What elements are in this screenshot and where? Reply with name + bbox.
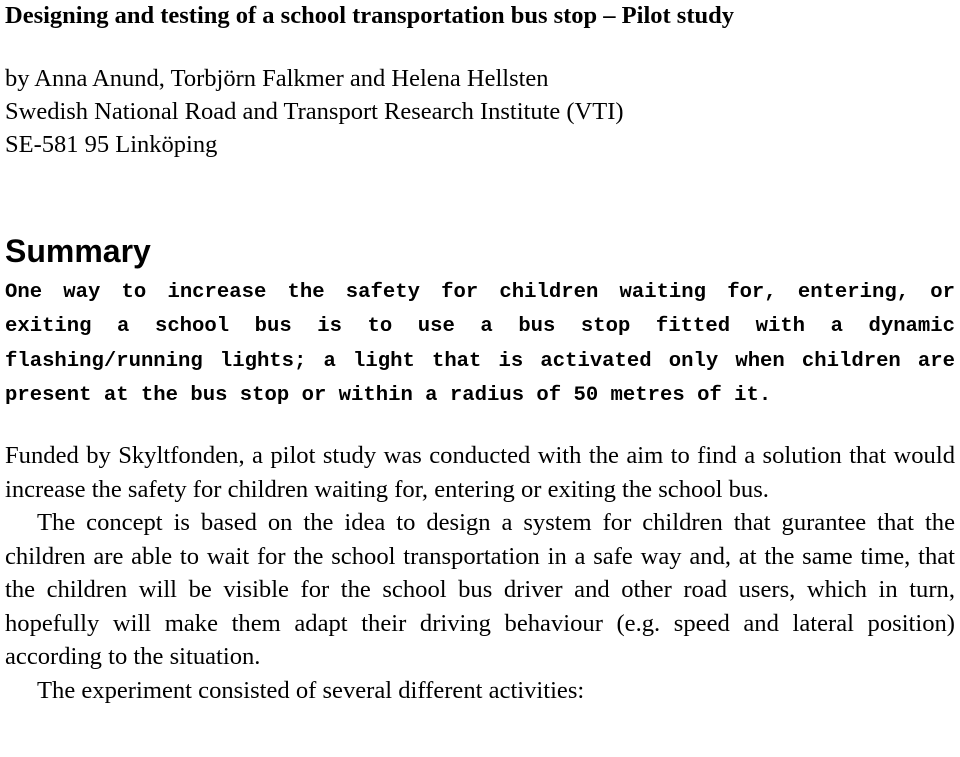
document-page: [5, 0, 955, 707]
abstract-paragraph: One way to increase the safety for children waiting for, entering, or exiting a school bus is to use a bus stop fitted with a dynamic flashing/running lights; a light that is activated only when children are present at the bus stop or within a radius of 50 metres of it.: [5, 281, 955, 407]
address-line: SE-581 95 Linköping: [5, 131, 218, 158]
body-paragraph-funding: Funded by Skyltfonden, a pilot study was conducted with the aim to find a solution that would increase the safety for children waiting for, entering or exiting the school bus.: [5, 442, 955, 503]
institute-line: Swedish National Road and Transport Research Institute (VTI): [5, 98, 624, 125]
body-paragraph-concept: The concept is based on the idea to design a system for children that gurantee that the children are able to wait for the school transportation in a safe way and, at the same time, that the children will be visible for the school bus driver and other road users, which in turn, hopefully will make them adapt their driving behaviour (e.g. speed and lateral position) according to the situation.: [5, 509, 955, 671]
author-block: [5, 62, 955, 161]
summary-heading: Summary: [5, 233, 151, 269]
authors-line: by Anna Anund, Torbjörn Falkmer and Helena Hellsten: [5, 65, 549, 92]
paper-title: Designing and testing of a school transportation bus stop – Pilot study: [5, 2, 734, 29]
body-paragraph-experiment: The experiment consisted of several different activities:: [37, 676, 585, 704]
